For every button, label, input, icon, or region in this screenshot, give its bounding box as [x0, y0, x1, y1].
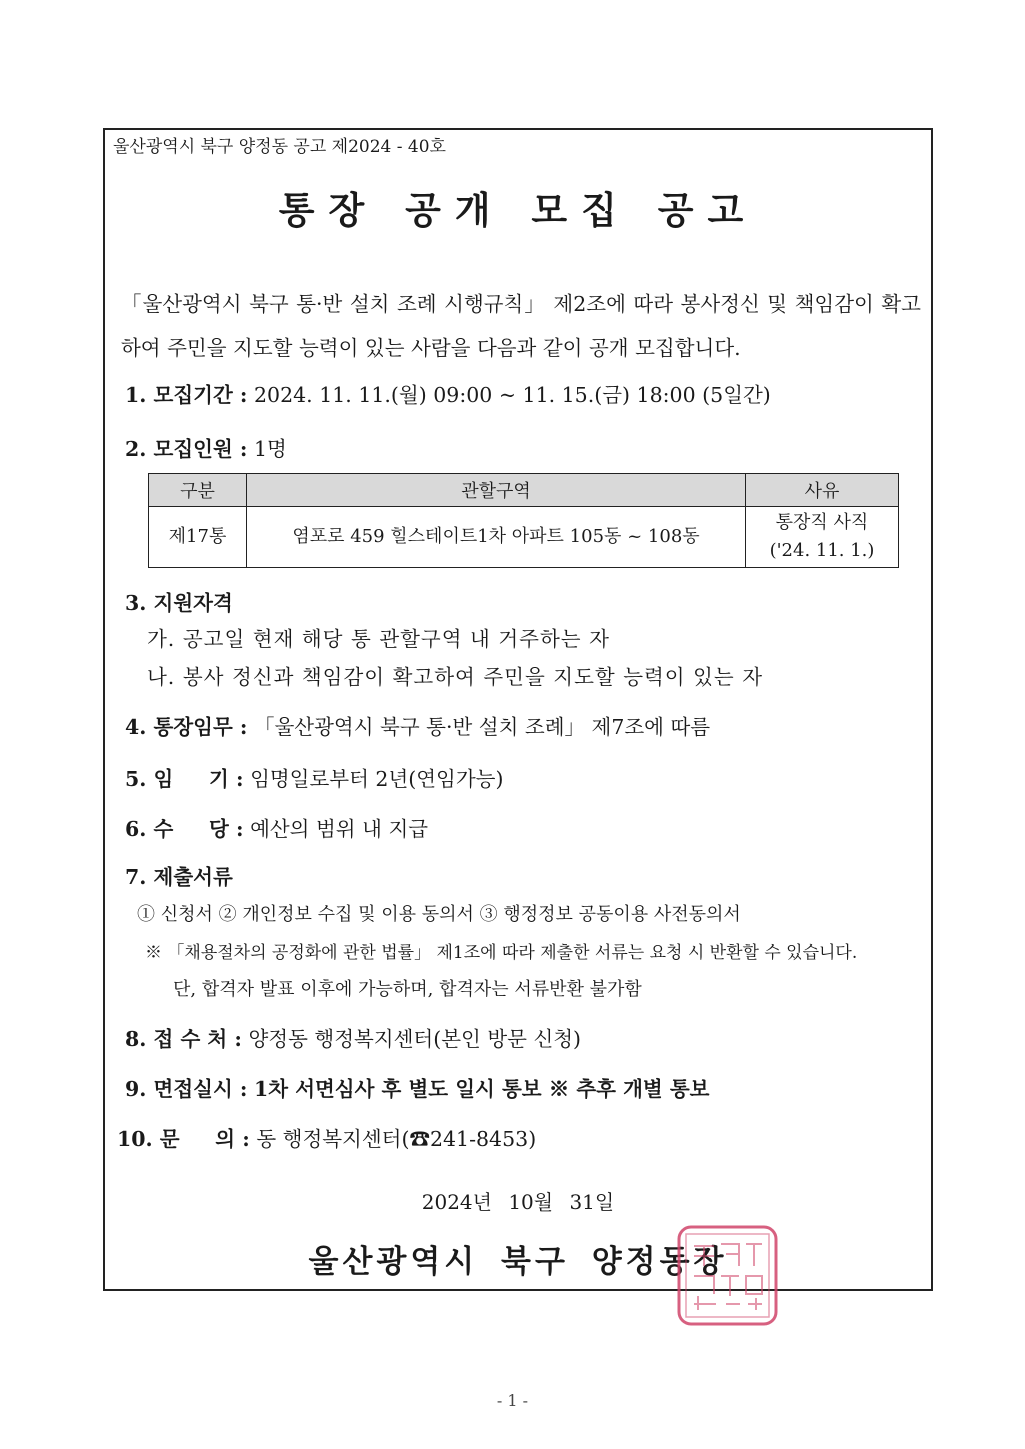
period-label: 1. 모집기간 : — [125, 383, 248, 407]
cell-area: 염포로 459 힐스테이트1차 아파트 105동 ~ 108동 — [247, 507, 746, 568]
intro-paragraph: 「울산광역시 북구 통·반 설치 조례 시행규칙」 제2조에 따라 봉사정신 및 책임감이 확고하여 주민을 지도할 능력이 있는 사람을 다음과 같이 공개 모집합니다. — [121, 292, 921, 360]
item-reception — [125, 1022, 581, 1052]
qualification-label: 3. 지원자격 — [125, 591, 233, 615]
documents-note-1: ※ 「채용절차의 공정화에 관한 법률」 제1조에 따라 제출한 서류는 요청 시 반환할 수 있습니다. — [145, 943, 858, 963]
qualification-a: 가. 공고일 현재 해당 통 관할구역 내 거주하는 자 — [147, 627, 610, 651]
notice-date: 2024년 10월 31일 — [421, 1190, 615, 1214]
notice-frame — [103, 128, 933, 1291]
col-reason: 사유 — [746, 474, 899, 507]
table-row — [149, 507, 899, 568]
term-label: 5. 임 기 : — [125, 767, 244, 791]
table-header-row — [149, 474, 899, 507]
duty-value: 「울산광역시 북구 통·반 설치 조례」 제7조에 따름 — [254, 715, 711, 739]
item-period — [125, 378, 771, 408]
page-number: - 1 - — [496, 1391, 529, 1410]
item-inquiry — [117, 1122, 536, 1152]
period-value: 2024. 11. 11.(월) 09:00 ~ 11. 15.(금) 18:00 (5일간) — [254, 383, 771, 407]
reception-value: 양정동 행정복지센터(본인 방문 신청) — [248, 1027, 582, 1051]
item-allowance — [125, 812, 428, 842]
reception-label: 8. 접 수 처 : — [125, 1027, 242, 1051]
reason-line-2: ('24. 11. 1.) — [769, 540, 875, 561]
inquiry-value: 동 행정복지센터(☎241-8453) — [256, 1127, 537, 1151]
allowance-label: 6. 수 당 : — [125, 817, 244, 841]
interview-value: 1차 서면심사 후 별도 일시 통보 ※ 추후 개별 통보 — [254, 1077, 710, 1101]
allowance-value: 예산의 범위 내 지급 — [250, 817, 429, 841]
notice-number: 울산광역시 북구 양정동 공고 제2024 - 40호 — [113, 137, 446, 157]
documents-note-2: 단, 합격자 발표 이후에 가능하며, 합격자는 서류반환 불가함 — [173, 979, 642, 1000]
cell-reason — [746, 507, 899, 568]
documents-label: 7. 제출서류 — [125, 865, 233, 889]
item-duty — [125, 710, 710, 740]
item-term — [125, 762, 503, 792]
duty-label: 4. 통장임무 : — [125, 715, 248, 739]
item-qualification — [125, 586, 233, 616]
official-seal-icon — [676, 1224, 779, 1327]
district-table — [148, 473, 899, 568]
count-value: 1명 — [254, 437, 287, 461]
term-value: 임명일로부터 2년(연임가능) — [250, 767, 504, 791]
signer-name: 울산광역시 북구 양정동장 — [308, 1244, 728, 1280]
count-label: 2. 모집인원 : — [125, 437, 248, 461]
qualification-b: 나. 봉사 정신과 책임감이 확고하여 주민을 지도할 능력이 있는 자 — [147, 665, 764, 689]
item-count — [125, 432, 287, 462]
inquiry-label: 10. 문 의 : — [117, 1127, 250, 1151]
item-documents — [125, 860, 233, 890]
col-area: 관할구역 — [247, 474, 746, 507]
col-division: 구분 — [149, 474, 247, 507]
documents-list: ① 신청서 ② 개인정보 수집 및 이용 동의서 ③ 행정정보 공동이용 사전동의서 — [137, 904, 741, 925]
interview-label: 9. 면접실시 : — [125, 1077, 248, 1101]
page-title: 통장 공개 모집 공고 — [278, 188, 758, 232]
cell-division: 제17통 — [149, 507, 247, 568]
reason-line-1: 통장직 사직 — [775, 512, 869, 533]
item-interview — [125, 1072, 709, 1102]
